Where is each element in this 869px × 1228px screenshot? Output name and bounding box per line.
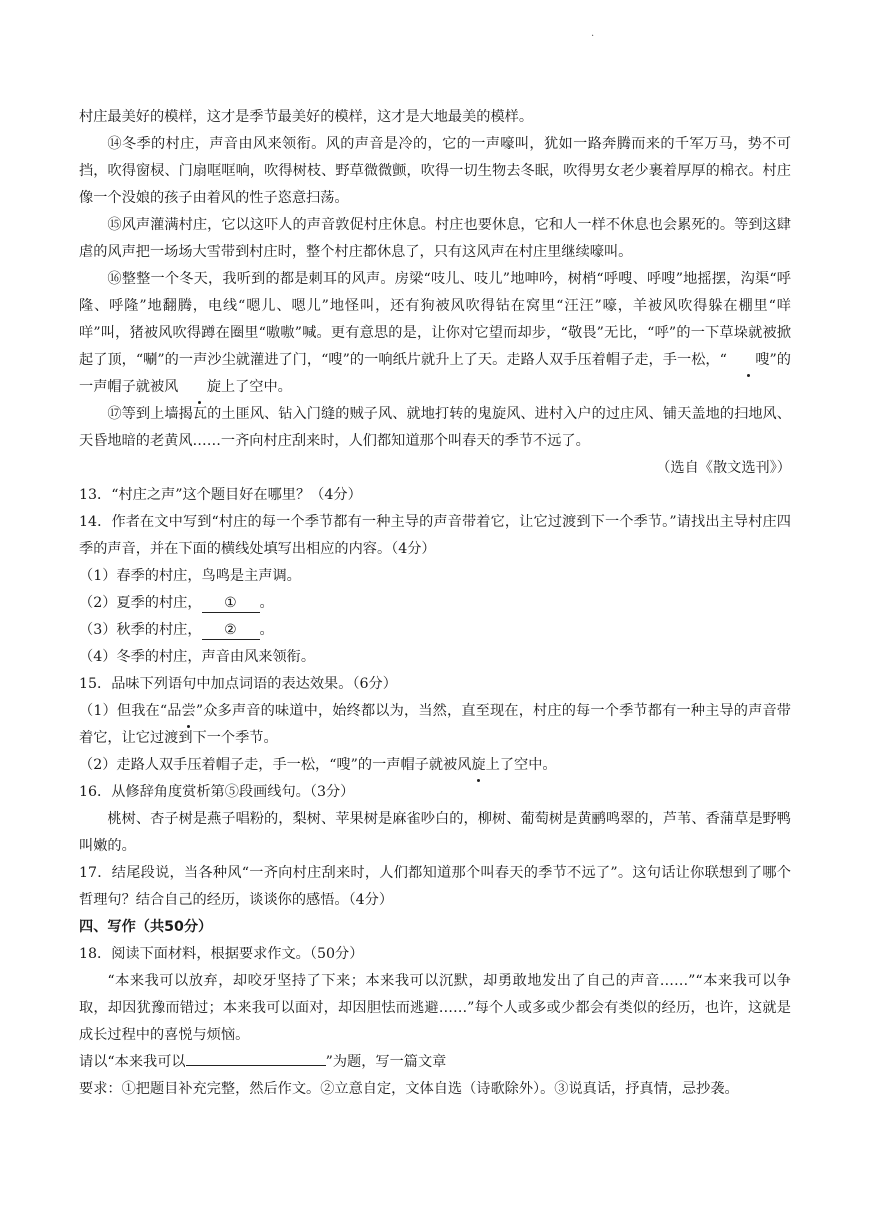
passage-paragraph-15: ⑮风声灌满村庄，它以这吓人的声音敦促村庄休息。村庄也要休息，它和人一样不休息也会累死的。等到这肆虐的风声把一场场大雪带到村庄时，整个村庄都休息了，只有这风声在村庄里继续嚎叫。 bbox=[79, 217, 791, 260]
q15-1-prefix: （1）但我在“品 bbox=[79, 703, 182, 719]
writing-requirements: 要求：①把题目补充完整，然后作文。②立意自定，文体自选（诗歌除外）。③说真话，抒真情，忌抄袭。 bbox=[79, 1081, 739, 1097]
p16-dotted-word-2: 旋 bbox=[178, 374, 221, 401]
question-16: 16．从修辞角度赏析第⑤段画线句。（3分） bbox=[79, 784, 355, 800]
answer-blank-1[interactable]: ① bbox=[202, 594, 260, 613]
p16-dotted-word: 嗖 bbox=[727, 347, 770, 374]
q14-3-prefix: （3）秋季的村庄， bbox=[79, 622, 202, 638]
p16-text-a: ⑯整整一个冬天，我听到的都是刺耳的风声。房梁“吱儿、吱儿”地呻吟，树梢“呼嗖、呼嗖”地摇摆，沟渠“呼隆、呼隆”地翻腾，电线“嗯儿、嗯儿”地怪叫，还有狗被风吹得钻在窝里“汪汪”嚎，羊被风吹得躲在棚里“咩咩”叫，猪被风吹得蹲在圈里“嗷嗷”喊。更有意思的是，让你对它望而却步，“敬畏”无比，“呼”的一下草垛就被掀起了顶，“唰”的一声沙尘就灌进了门，“嗖”的一响纸片就升上了天。走路人双手压着帽子走，手一松，“ bbox=[79, 271, 791, 368]
question-16-text: 桃树、杏子树是燕子唱粉的，梨树、苹果树是麻雀吵白的，柳树、葡萄树是黄鹂鸣翠的，芦苇、香蒲草是野鸭叫嫩的。 bbox=[79, 811, 791, 854]
q14-3-suffix: 。 bbox=[259, 622, 274, 638]
passage-source: （选自《散文选刊》） bbox=[656, 460, 791, 476]
q15-2-suffix: 上了空中。 bbox=[485, 757, 557, 773]
p16-text-c: 上了空中。 bbox=[220, 379, 292, 395]
question-15: 15．品味下列语句中加点词语的表达效果。（6分） bbox=[79, 676, 397, 692]
p16-text-b: ”的一声帽子就被风 bbox=[79, 352, 791, 395]
passage-paragraph-17: ⑰等到上墙揭瓦的土匪风、钻入门缝的贼子风、就地打转的鬼旋风、进村入户的过庄风、铺天盖地的扫地风、天昏地暗的老黄风……一齐向村庄刮来时，人们都知道那个叫春天的季节不远了。 bbox=[79, 406, 791, 449]
question-15-item-2 bbox=[79, 752, 791, 779]
prompt-suffix: ”为题，写一篇文章 bbox=[325, 1054, 447, 1070]
question-14-item-4: （4）冬季的村庄，声音由风来领衔。 bbox=[79, 649, 316, 665]
question-14-item-3 bbox=[79, 617, 791, 644]
writing-material: “本来我可以放弃，却咬牙坚持了下来；本来我可以沉默，却勇敢地发出了自己的声音……”“本来我可以争取，却因犹豫而错过；本来我可以面对，却因胆怯而逃避……”每个人或多或少都会有类似的经历，也许，这就是成长过程中的喜悦与烦恼。 bbox=[79, 973, 791, 1043]
q15-1-suffix: ”众多声音的味道中，始终都以为，当然，直至现在，村庄的每一个季节都有一种主导的声音带着它，让它过渡到下一个季节。 bbox=[79, 703, 791, 746]
question-15-item-1 bbox=[79, 698, 791, 752]
writing-section-heading: 四、写作（共50分） bbox=[79, 919, 213, 935]
q15-2-dotted-word: 旋 bbox=[471, 752, 485, 779]
q14-2-suffix: 。 bbox=[259, 595, 274, 611]
question-14: 14．作者在文中写到“村庄的每一个季节都有一种主导的声音带着它，让它过渡到下一个季节。”请找出主导村庄四季的声音，并在下面的横线处填写出相应的内容。（4分） bbox=[79, 514, 791, 557]
question-17: 17．结尾段说，当各种风“一齐向村庄刮来时，人们都知道那个叫春天的季节不远了”。这句话让你联想到了哪个哲理句？结合自己的经历，谈谈你的感悟。（4分） bbox=[79, 865, 791, 908]
title-blank[interactable] bbox=[186, 1050, 326, 1066]
header-dot: . bbox=[591, 28, 595, 39]
q14-2-prefix: （2）夏季的村庄， bbox=[79, 595, 202, 611]
writing-prompt bbox=[79, 1049, 791, 1076]
q15-1-dotted-word: 尝 bbox=[182, 698, 196, 725]
passage-paragraph-16 bbox=[79, 266, 791, 401]
passage-paragraph-continued: 村庄最美好的模样，这才是季节最美好的模样，这才是大地最美的模样。 bbox=[79, 109, 534, 125]
passage-paragraph-14: ⑭冬季的村庄，声音由风来领衔。风的声音是冷的，它的一声嚎叫，犹如一路奔腾而来的千军万马，势不可挡，吹得窗棂、门扇哐哐响，吹得树枝、野草微微颤，吹得一切生物去冬眠，吹得男女老少裹着厚厚的棉衣。村庄像一个没娘的孩子由着风的性子恣意扫荡。 bbox=[79, 136, 791, 206]
question-14-item-1: （1）春季的村庄，鸟鸣是主声调。 bbox=[79, 568, 301, 584]
q15-2-prefix: （2）走路人双手压着帽子走，手一松，“嗖”的一声帽子就被风 bbox=[79, 757, 472, 773]
question-13: 13．“村庄之声”这个题目好在哪里？（4分） bbox=[79, 487, 362, 503]
document-content bbox=[79, 104, 791, 1103]
question-14-item-2 bbox=[79, 590, 791, 617]
question-18: 18．阅读下面材料，根据要求作文。（50分） bbox=[79, 946, 364, 962]
answer-blank-2[interactable]: ② bbox=[202, 621, 260, 640]
prompt-prefix: 请以“本来我可以 bbox=[79, 1054, 186, 1070]
